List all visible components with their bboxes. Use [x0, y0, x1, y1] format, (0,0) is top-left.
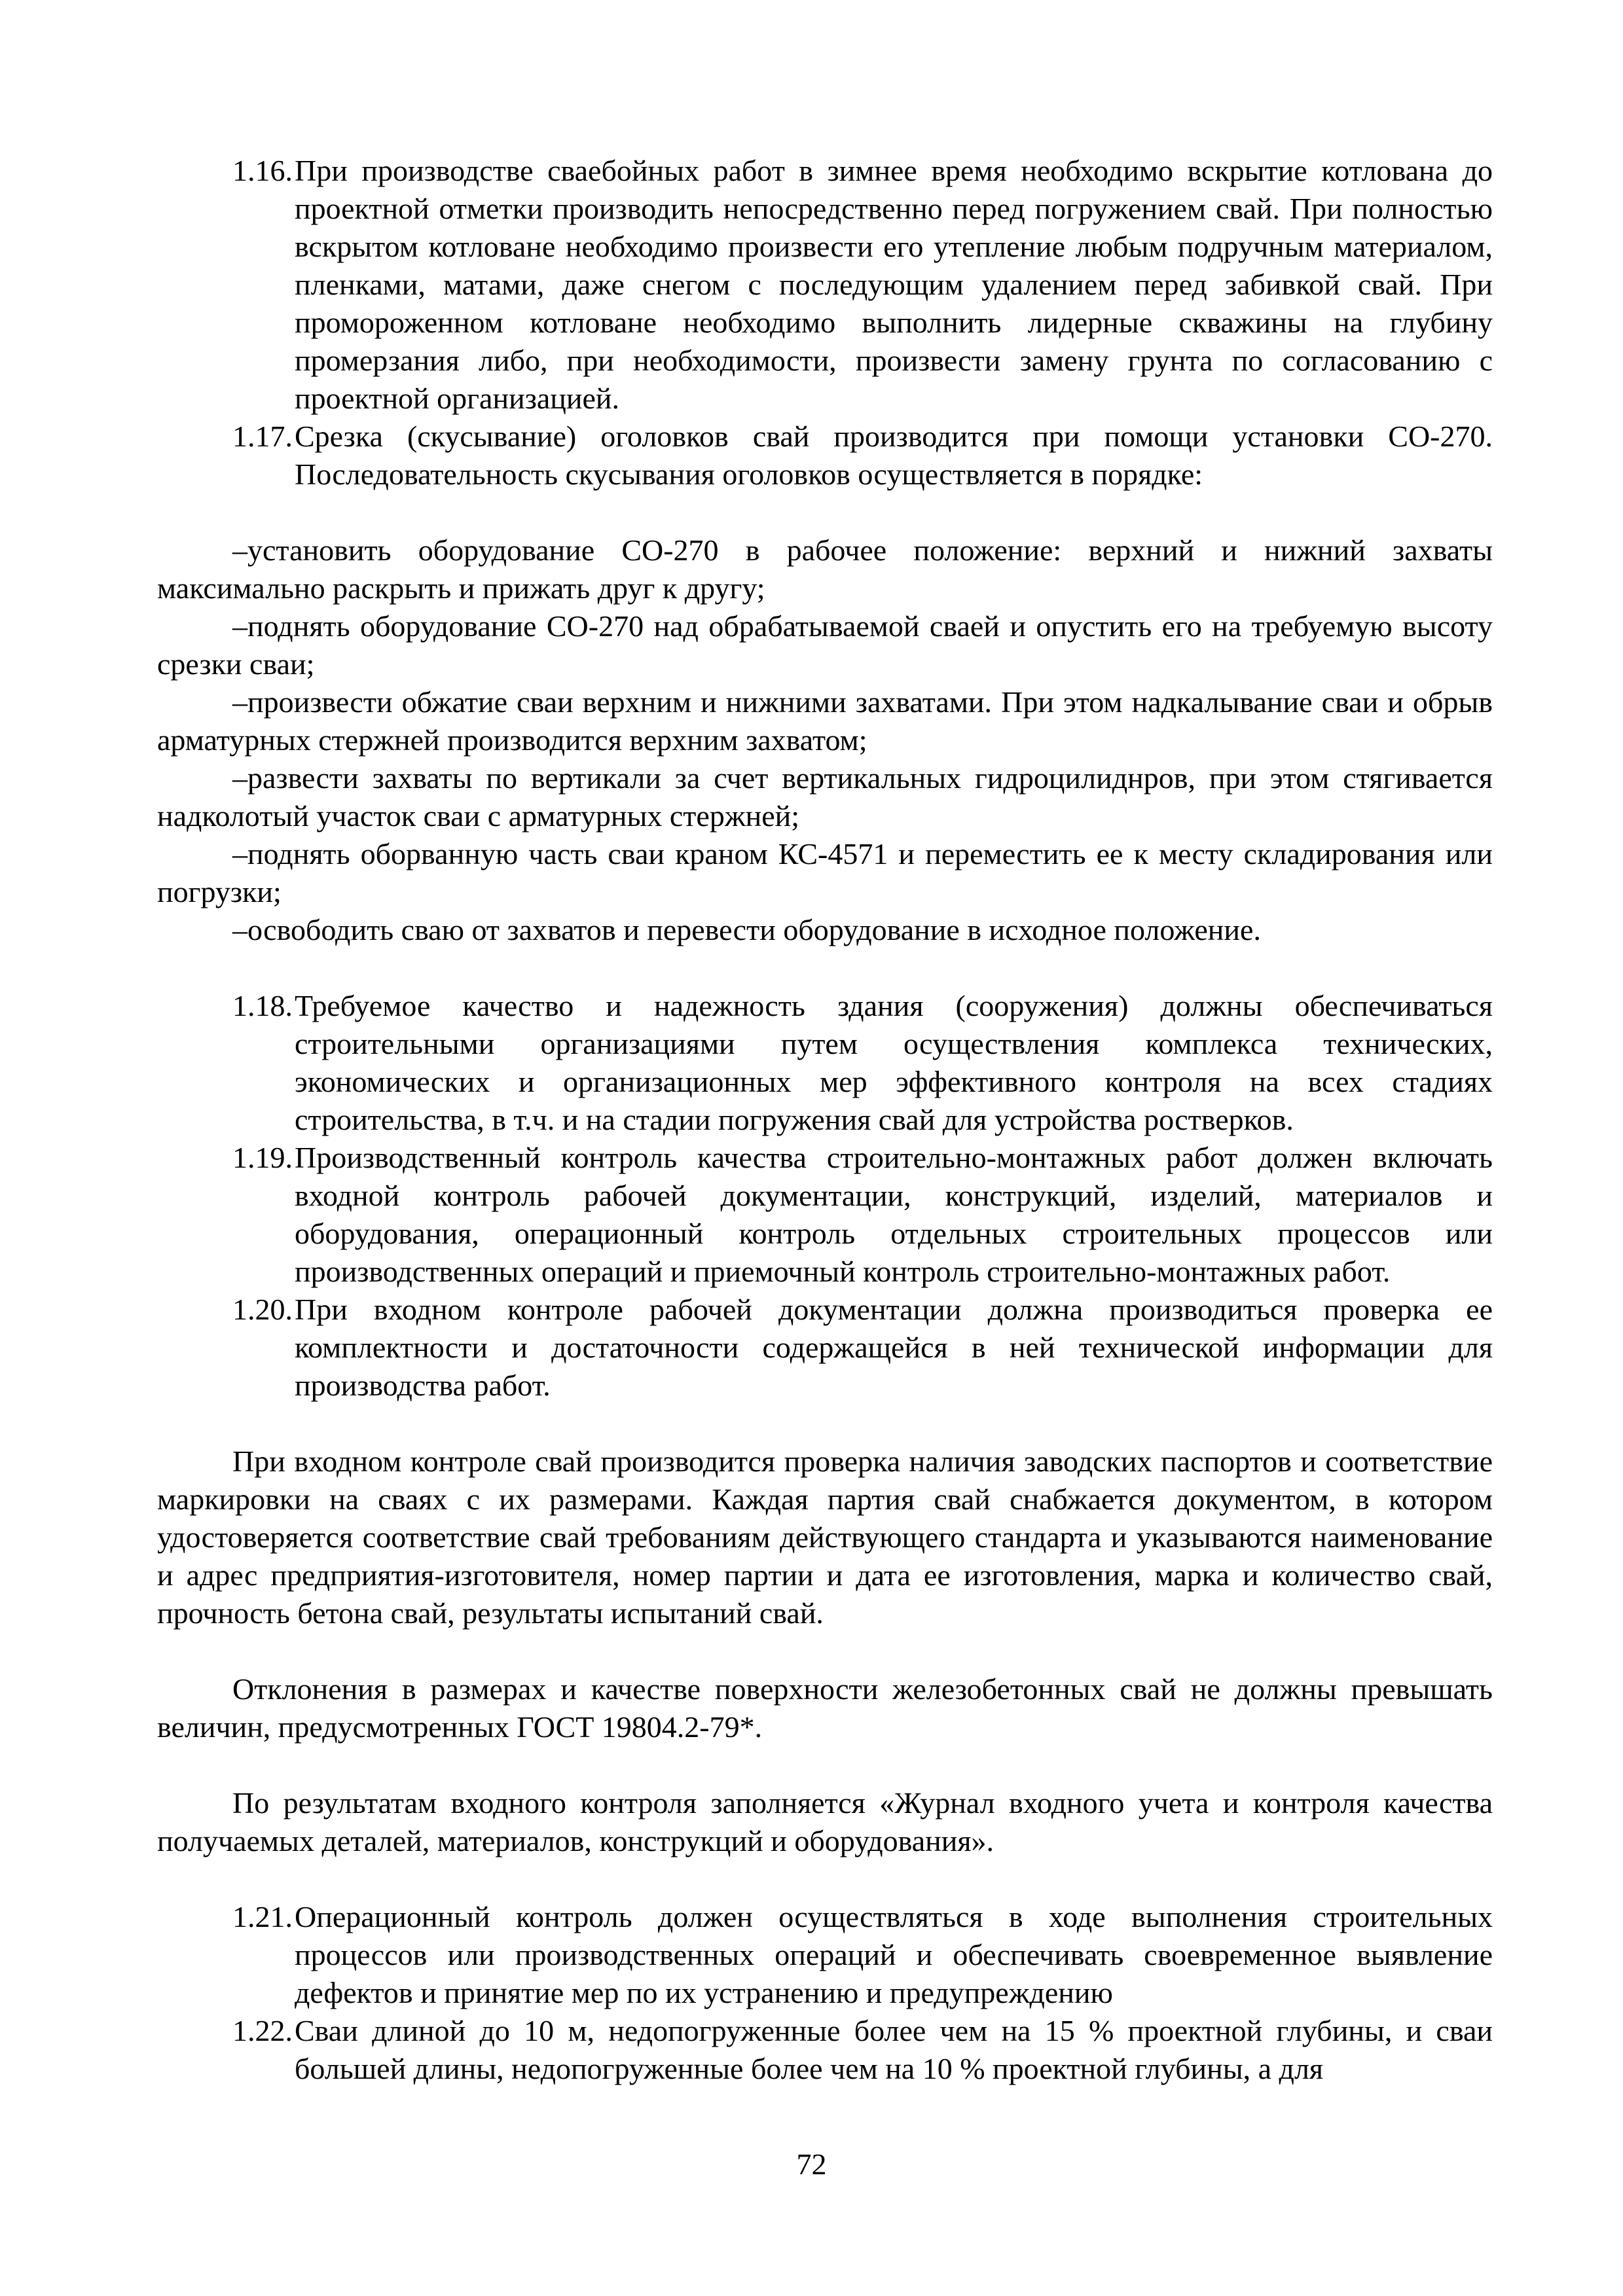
spacer	[157, 1405, 1493, 1443]
step-item: –произвести обжатие сваи верхним и нижними захватами. При этом надкалывание сваи и обрыв арматурных стержней производится верхним захватом;	[157, 685, 1493, 757]
spacer	[157, 1746, 1493, 1784]
list-item-1-16	[157, 152, 1493, 418]
spacer	[157, 493, 1493, 531]
list-item-1-19	[157, 1139, 1493, 1291]
item-text: Производственный контроль качества строительно-монтажных работ должен включать входной контроль рабочей документации, конструкций, изделий, материалов и оборудования, операционный контроль отдельных строительных процессов или производственных операций и приемочный контроль строительно-монтажных работ.	[295, 1141, 1493, 1288]
item-text: Требуемое качество и надежность здания (сооружения) должны обеспечиваться строительными организациями путем осуществления комплекса технических, экономических и организационных мер эффективного контроля на всех стадиях строительства, в т.ч. и на стадии погружения свай для устройства ростверков.	[295, 989, 1493, 1136]
list-item-1-18	[157, 987, 1493, 1139]
item-text: При входном контроле рабочей документации должна производиться проверка ее комплектности и достаточности содержащейся в ней технической информации для производства работ.	[295, 1293, 1493, 1402]
list-item-1-22	[157, 2012, 1493, 2088]
page-body	[157, 152, 1493, 2088]
step-item: –установить оборудование СО-270 в рабочее положение: верхний и нижний захваты максимально раскрыть и прижать друг к другу;	[157, 533, 1493, 605]
list-item-1-17	[157, 418, 1493, 493]
step-item: –поднять оборудование СО-270 над обрабатываемой сваей и опустить его на требуемую высоту срезки сваи;	[157, 609, 1493, 681]
page-number: 72	[796, 2147, 827, 2181]
item-number: 1.21.	[232, 1900, 293, 1933]
paragraph-journal: По результатам входного контроля заполняется «Журнал входного учета и контроля качества получаемых деталей, материалов, конструкций и оборудования».	[157, 1786, 1493, 1857]
item-number: 1.19.	[232, 1141, 293, 1174]
paragraph-input-control: При входном контроле свай производится проверка наличия заводских паспортов и соответствие маркировки на сваях с их размерами. Каждая партия свай снабжается документом, в котором удостоверяется соответствие свай требованиям действующего стандарта и указываются наименование и адрес предприятия-изготовителя, номер партии и дата ее изготовления, марка и количество свай, прочность бетона свай, результаты испытаний свай.	[157, 1444, 1493, 1630]
item-number: 1.20.	[232, 1293, 293, 1326]
spacer	[157, 1860, 1493, 1898]
item-number: 1.17.	[232, 420, 293, 453]
step-item: –поднять оборванную часть сваи краном КС-4571 и переместить ее к месту складирования или погрузки;	[157, 837, 1493, 908]
list-item-1-20	[157, 1291, 1493, 1405]
step-item: –развести захваты по вертикали за счет вертикальных гидроцилиднров, при этом стягивается надколотый участок сваи с арматурных стержней;	[157, 761, 1493, 833]
item-text: При производстве сваебойных работ в зимнее время необходимо вскрытие котлована до проектной отметки производить непосредственно перед погружением свай. При полностью вскрытом котловане необходимо произвести его утепление любым подручным материалом, пленками, матами, даже снегом с последующим удалением перед забивкой свай. При промороженном котловане необходимо выполнить лидерные скважины на глубину промерзания либо, при необходимости, произвести замену грунта по согласованию с проектной организацией.	[295, 154, 1493, 415]
item-number: 1.18.	[232, 989, 293, 1022]
step-item: –освободить сваю от захватов и перевести оборудование в исходное положение.	[232, 913, 1261, 946]
item-number: 1.22.	[232, 2014, 293, 2047]
item-number: 1.16.	[232, 154, 293, 187]
item-text: Операционный контроль должен осуществляться в ходе выполнения строительных процессов или производственных операций и обеспечивать своевременное выявление дефектов и принятие мер по их устранению и предупреждению	[295, 1900, 1493, 2009]
list-item-1-21	[157, 1898, 1493, 2012]
paragraph-deviations: Отклонения в размерах и качестве поверхности железобетонных свай не должны превышать величин, предусмотренных ГОСТ 19804.2-79*.	[157, 1672, 1493, 1744]
item-text: Сваи длиной до 10 м, недопогруженные более чем на 15 % проектной глубины, и сваи большей длины, недопогруженные более чем на 10 % проектной глубины, а для	[295, 2014, 1493, 2085]
spacer	[157, 1632, 1493, 1670]
item-text: Срезка (скусывание) оголовков свай производится при помощи установки СО-270. Последовательность скусывания оголовков осуществляется в порядке:	[295, 420, 1493, 491]
spacer	[157, 949, 1493, 987]
